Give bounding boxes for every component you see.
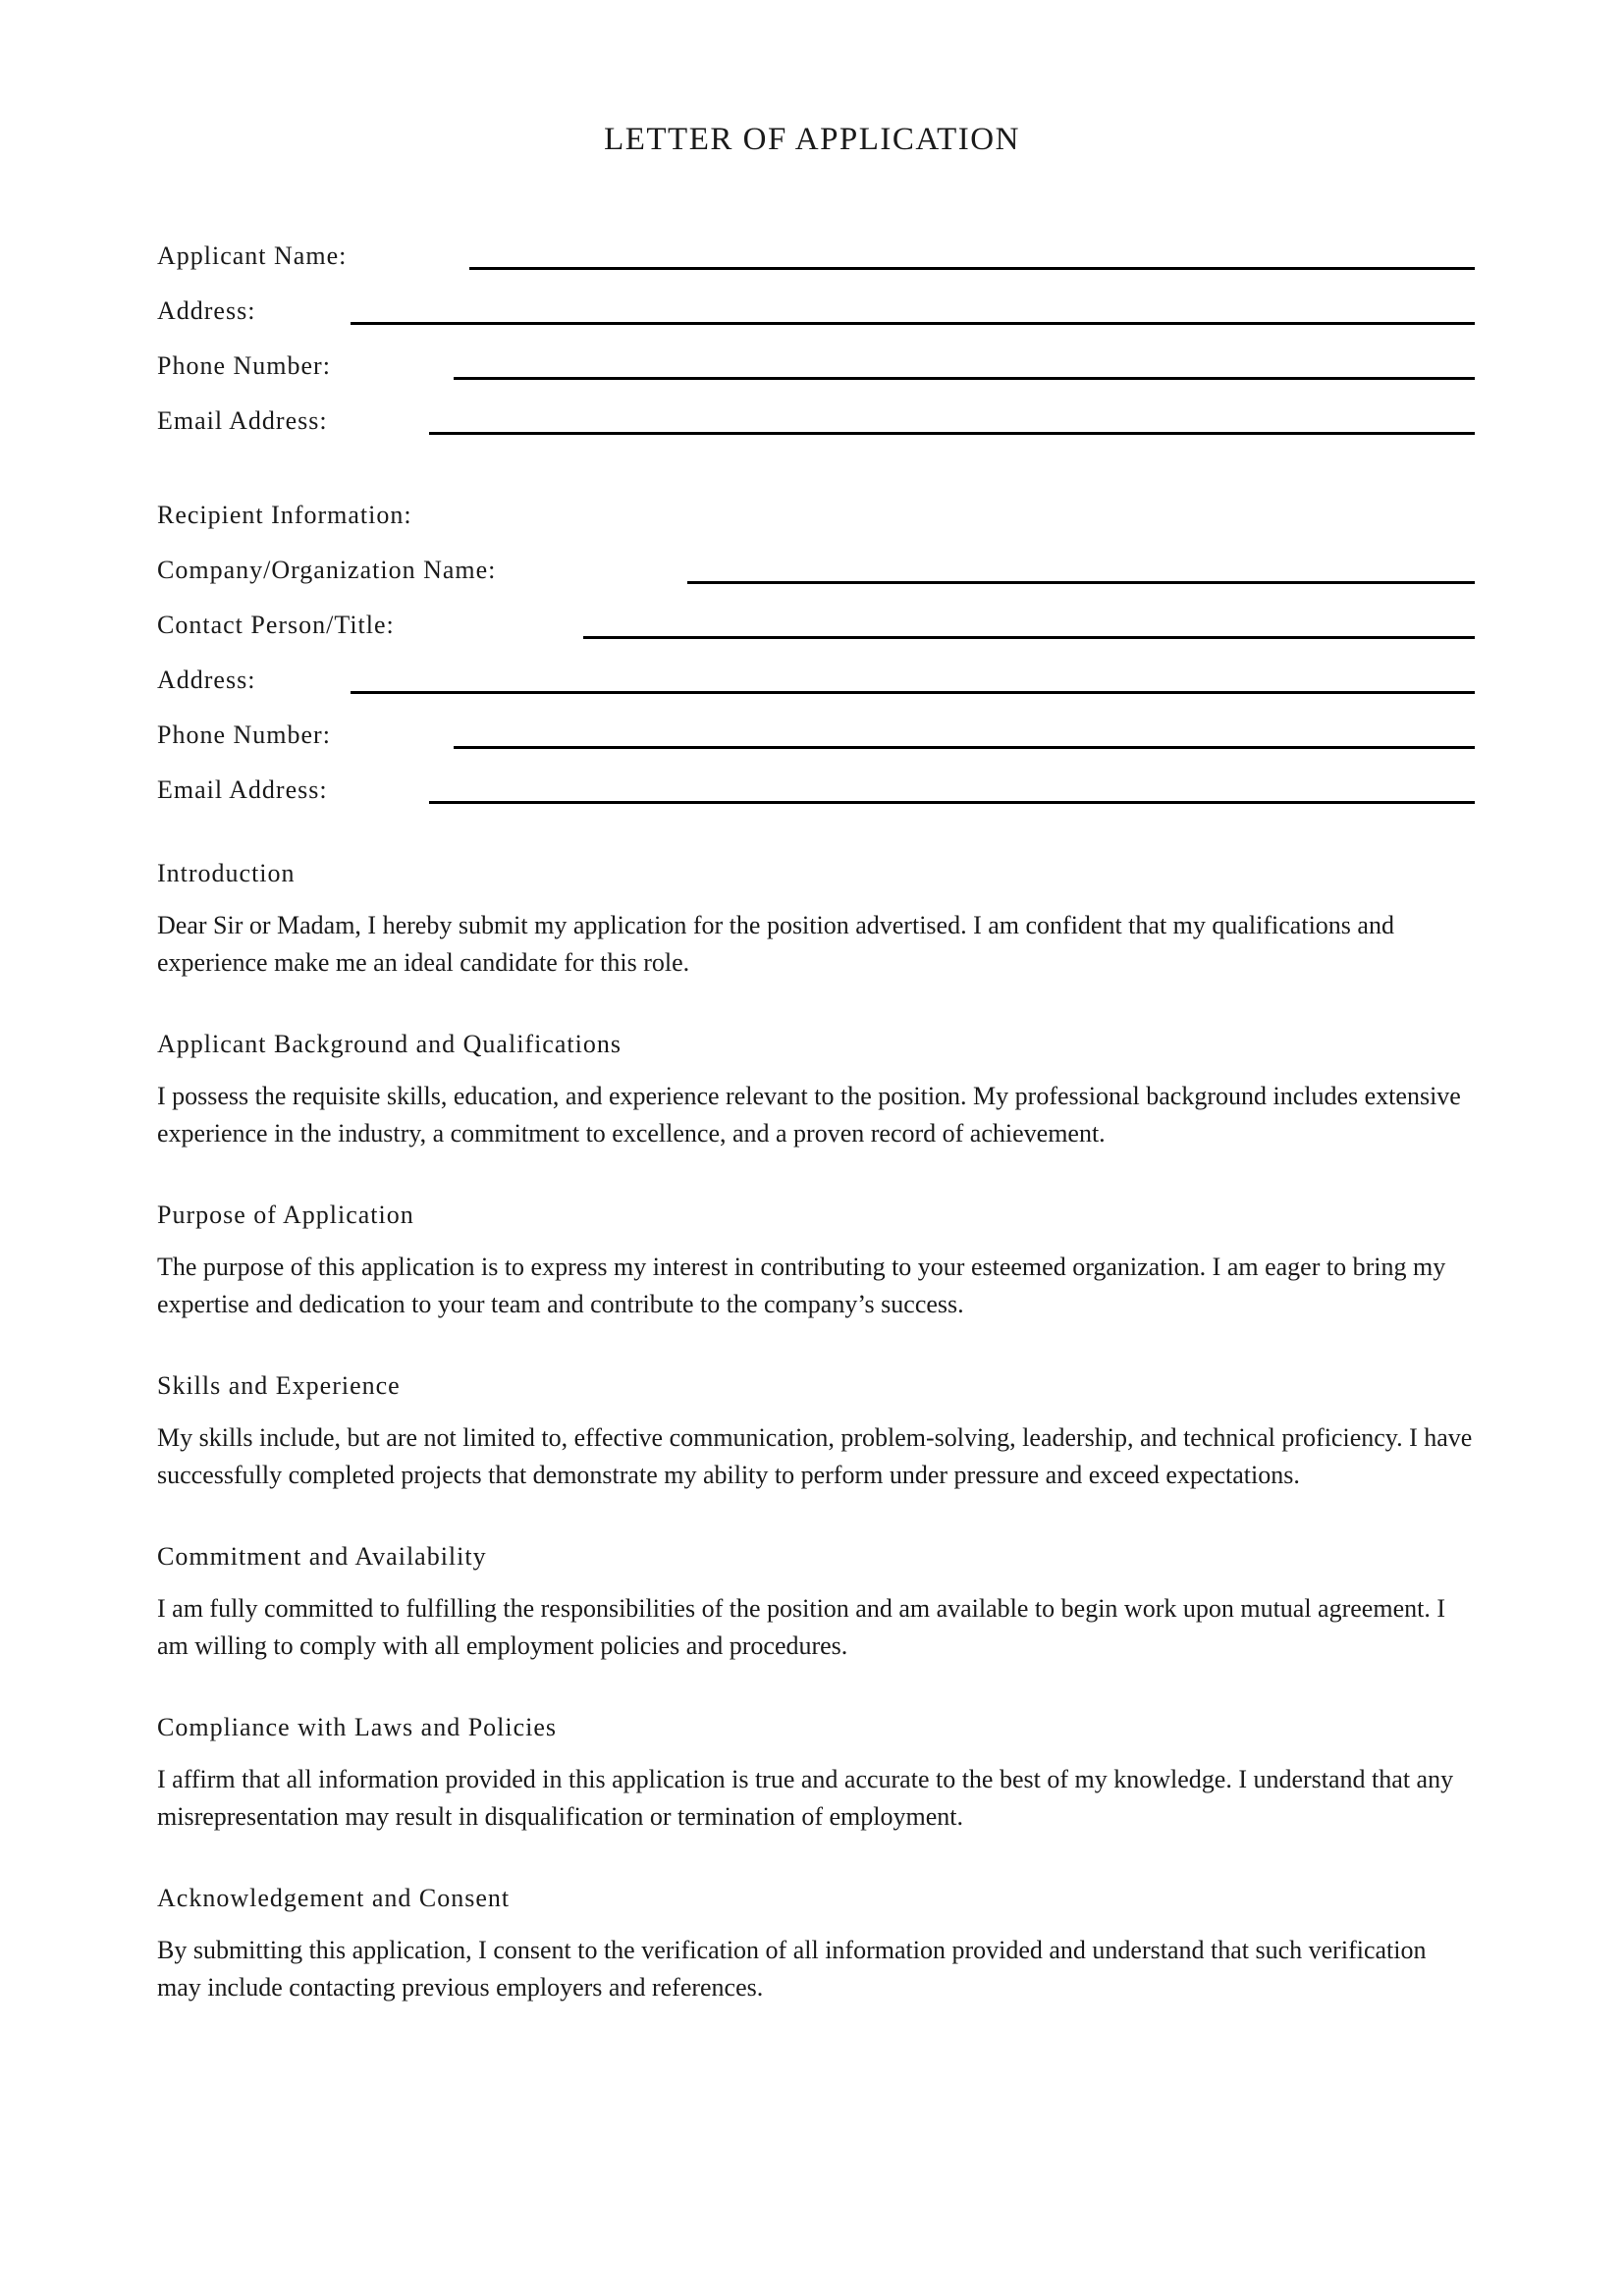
section-body: I affirm that all information provided in this application is true and accurate to the best of my knowledge. I understand that any misrepresentation may result in disqualification or termination of employment. <box>157 1765 1454 1831</box>
field-label: Applicant Name: <box>157 241 348 270</box>
section-acknowledgement-consent <box>157 1883 1475 2006</box>
section-introduction <box>157 858 1475 982</box>
field-row-recipient-address <box>157 665 1475 720</box>
section-body: I am fully committed to fulfilling the responsibilities of the position and am available to begin work upon mutual agreement. I am willing to comply with all employment policies and procedures. <box>157 1594 1445 1660</box>
field-label: Email Address: <box>157 775 328 804</box>
field-row-company-name <box>157 555 1475 610</box>
section-skills-experience <box>157 1370 1475 1494</box>
applicant-email-input-line[interactable] <box>429 432 1475 435</box>
field-label: Address: <box>157 666 256 694</box>
applicant-name-input-line[interactable] <box>469 267 1475 270</box>
section-heading: Commitment and Availability <box>157 1542 487 1571</box>
field-label: Email Address: <box>157 406 328 435</box>
contact-person-input-line[interactable] <box>583 636 1475 639</box>
field-row-applicant-email <box>157 405 1475 460</box>
section-body: Dear Sir or Madam, I hereby submit my application for the position advertised. I am confident that my qualifications and experience make me an ideal candidate for this role. <box>157 911 1394 977</box>
letter-sections <box>157 858 1475 2006</box>
section-heading: Introduction <box>157 859 296 887</box>
recipient-info-heading: Recipient Information: <box>157 501 412 529</box>
field-label: Contact Person/Title: <box>157 611 395 639</box>
section-commitment-availability <box>157 1541 1475 1665</box>
recipient-email-input-line[interactable] <box>429 801 1475 804</box>
section-background-qualifications <box>157 1029 1475 1152</box>
section-body: My skills include, but are not limited to, effective communication, problem-solving, leadership, and technical proficiency. I have successfully completed projects that demonstrate my ability to perform under pressure and exceed expectations. <box>157 1423 1473 1489</box>
field-row-contact-person <box>157 610 1475 665</box>
section-body: The purpose of this application is to express my interest in contributing to your esteemed organization. I am eager to bring my expertise and dedication to your team and contribute to the company’s success. <box>157 1253 1446 1318</box>
company-name-input-line[interactable] <box>687 581 1475 584</box>
field-row-applicant-name <box>157 240 1475 295</box>
section-heading: Acknowledgement and Consent <box>157 1884 511 1912</box>
applicant-phone-input-line[interactable] <box>454 377 1475 380</box>
section-heading: Purpose of Application <box>157 1201 414 1229</box>
applicant-address-input-line[interactable] <box>351 322 1475 325</box>
section-heading: Compliance with Laws and Policies <box>157 1713 558 1741</box>
section-purpose <box>157 1200 1475 1323</box>
section-heading: Skills and Experience <box>157 1371 401 1400</box>
field-row-applicant-address <box>157 295 1475 350</box>
recipient-phone-input-line[interactable] <box>454 746 1475 749</box>
section-compliance <box>157 1712 1475 1836</box>
field-label: Phone Number: <box>157 351 331 380</box>
field-row-applicant-phone <box>157 350 1475 405</box>
field-row-recipient-email <box>157 774 1475 829</box>
page-title: LETTER OF APPLICATION <box>604 122 1020 157</box>
section-body: I possess the requisite skills, education, and experience relevant to the position. My professional background includes extensive experience in the industry, a commitment to excellence, and a proven record of achievement. <box>157 1082 1461 1148</box>
field-row-recipient-phone <box>157 720 1475 774</box>
field-label: Company/Organization Name: <box>157 556 497 584</box>
section-heading: Applicant Background and Qualifications <box>157 1030 622 1058</box>
section-body: By submitting this application, I consent to the verification of all information provided and understand that such verification may include contacting previous employers and references. <box>157 1936 1427 2002</box>
field-label: Address: <box>157 296 256 325</box>
field-label: Phone Number: <box>157 721 331 749</box>
recipient-address-input-line[interactable] <box>351 691 1475 694</box>
